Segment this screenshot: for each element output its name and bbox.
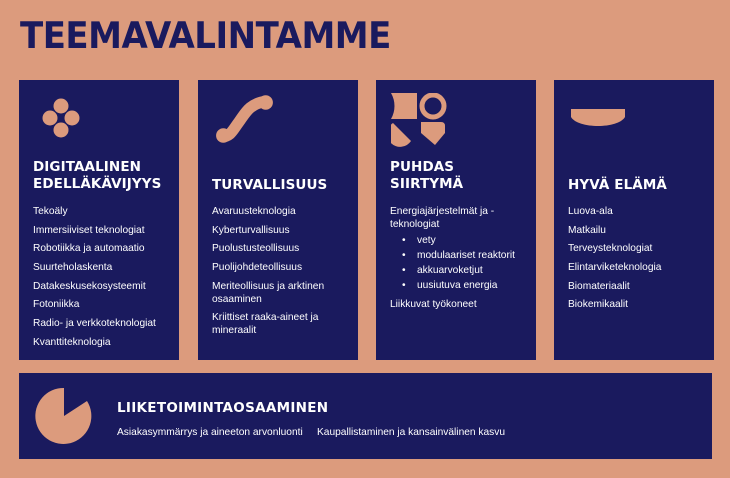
- card-item-list: [33, 205, 173, 355]
- four-dots-icon: [41, 98, 81, 142]
- panel-item: Kaupallistaminen ja kansainvälinen kasvu: [317, 427, 506, 438]
- list-item: Meriteollisuus ja arktinen osaaminen: [212, 280, 325, 305]
- panel-heading: LIIKETOIMINTAOSAAMINEN: [117, 400, 329, 416]
- sub-list-item: • uusiutuva energia: [402, 279, 530, 292]
- list-item: Liikkuvat työkoneet: [390, 298, 477, 310]
- list-item: Kvanttiteknologia: [33, 336, 111, 348]
- shapes-grid-icon: [391, 93, 447, 149]
- list-item: Fotoniikka: [33, 299, 80, 311]
- card-digital-leadership: [19, 80, 179, 360]
- card-security: [198, 80, 358, 360]
- list-item: Avaruusteknologia: [212, 206, 296, 217]
- sub-list: [402, 234, 530, 292]
- list-item: Suurteholaskenta: [33, 262, 113, 274]
- list-item: Elintarviketeknologia: [568, 262, 662, 274]
- card-heading: PUHDAS SIIRTYMÄ: [390, 159, 464, 192]
- sub-list-item: • vety: [402, 234, 530, 247]
- list-item: Tekoäly: [33, 206, 68, 217]
- pie-chart-icon: [35, 387, 93, 445]
- smile-arc-icon: [570, 107, 626, 137]
- sub-list-item: • akkuarvoketjut: [402, 264, 530, 277]
- card-item-list: [212, 205, 352, 343]
- list-item: Biokemikaalit: [568, 299, 629, 311]
- card-heading: TURVALLISUUS: [212, 177, 328, 193]
- list-item: Energiajärjestelmät ja -teknologiat • vety • modulaariset reaktorit • akkuarvoketjut • uusiutuva energia: [390, 205, 530, 292]
- list-item: Luova-ala: [568, 206, 613, 217]
- list-item: Biomateriaalit: [568, 280, 630, 292]
- list-item: Terveysteknologiat: [568, 243, 653, 255]
- card-heading: DIGITAALINEN EDELLÄKÄVIJYYS: [33, 159, 162, 192]
- card-item-list: [390, 205, 530, 316]
- card-item-list: [568, 205, 708, 317]
- list-item: Immersiiviset teknologiat: [33, 224, 145, 236]
- sub-list-item: • modulaariset reaktorit: [402, 249, 530, 262]
- list-item: Matkailu: [568, 224, 606, 236]
- page-title: TEEMAVALINTAMME: [20, 14, 391, 58]
- card-good-life: [554, 80, 714, 360]
- list-item: Robotiikka ja automaatio: [33, 243, 145, 255]
- list-item: Puolustusteollisuus: [212, 243, 300, 255]
- business-skills-panel: [19, 373, 712, 459]
- list-item: Kriittiset raaka-aineet ja mineraalit: [212, 312, 319, 337]
- list-item: Puolijohdeteollisuus: [212, 262, 303, 274]
- chain-link-icon: [214, 93, 276, 145]
- list-item: Radio- ja verkkoteknologiat: [33, 318, 156, 330]
- card-clean-transition: [376, 80, 536, 360]
- list-item: Kyberturvallisuus: [212, 224, 290, 236]
- card-heading: HYVÄ ELÄMÄ: [568, 177, 667, 193]
- panel-item: Asiakasymmärrys ja aineeton arvonluonti: [117, 427, 303, 438]
- list-item: Datakeskusekosysteemit: [33, 280, 146, 292]
